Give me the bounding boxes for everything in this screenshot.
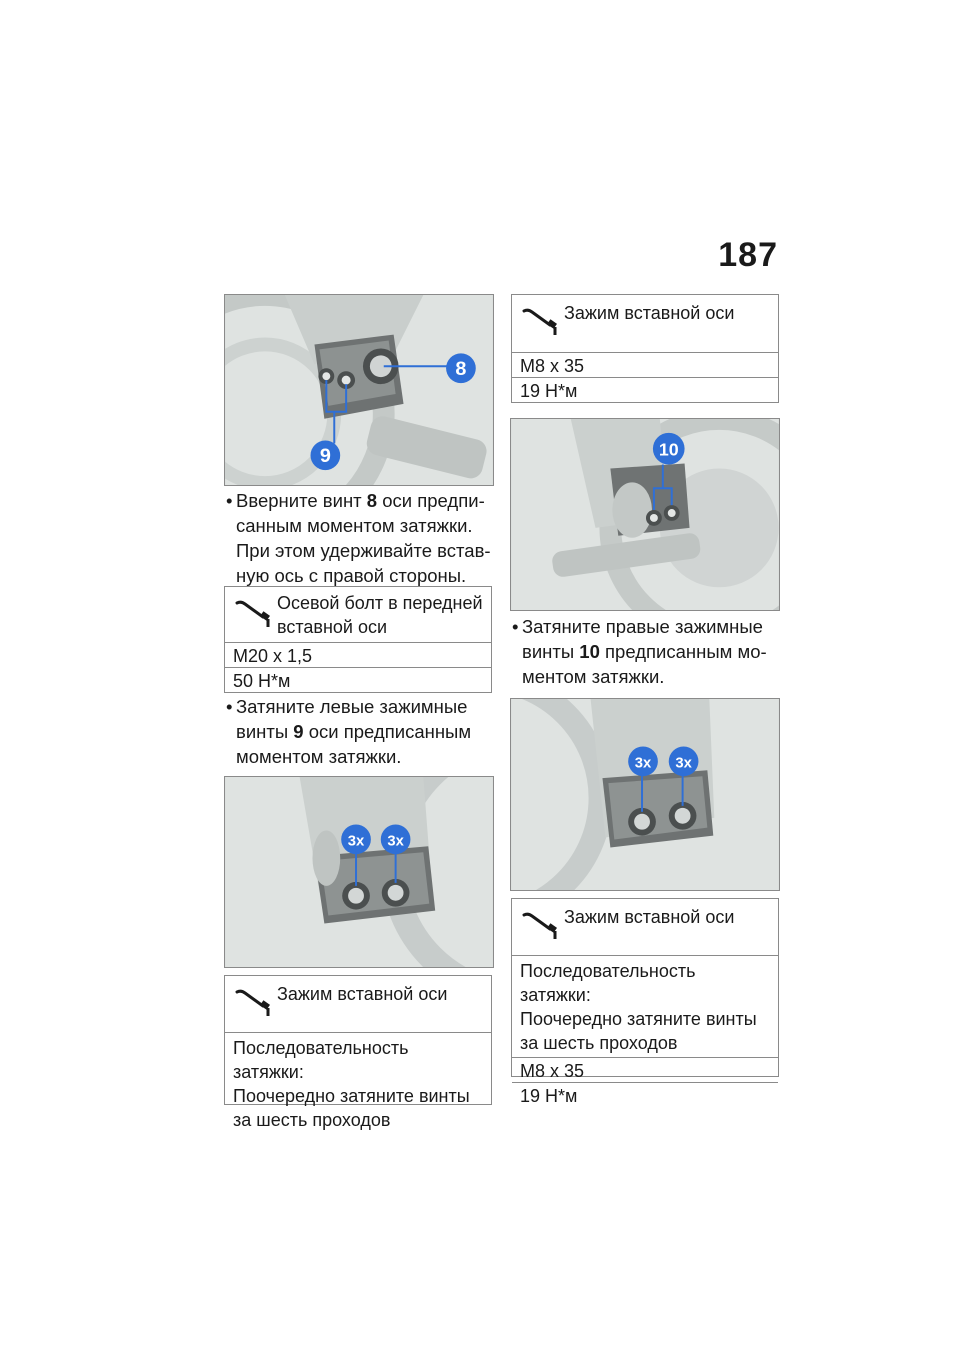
step-text: винты — [522, 641, 580, 662]
right-clamp-sequence-illustration — [511, 699, 779, 890]
spec-header — [225, 976, 491, 1033]
spec-thread: M20 x 1,5 — [225, 643, 491, 668]
spec-sequence — [512, 956, 778, 1058]
step-text: оси предписанным — [303, 721, 472, 742]
callout-8: 8 — [455, 358, 467, 381]
callout-9: 9 — [319, 445, 331, 468]
part-ref-9: 9 — [293, 721, 304, 742]
step-text: ную ось с правой стороны. — [236, 565, 467, 586]
callout-3x: 3x — [387, 833, 404, 850]
spec-torque: 50 Н*м — [233, 671, 291, 691]
spec-header — [225, 587, 491, 643]
bullet-dot: • — [226, 696, 233, 717]
spec-header — [512, 295, 778, 353]
axle-bolt-illustration — [225, 295, 493, 485]
bullet-dot: • — [226, 490, 233, 511]
callout-3x: 3x — [347, 833, 365, 850]
step-tighten-axle-bolt — [226, 488, 494, 588]
part-ref-8: 8 — [366, 490, 378, 511]
torque-spec-axle-clamp — [511, 294, 779, 403]
axle-bolt-figure — [224, 294, 494, 486]
step-text: Вверните винт — [236, 490, 367, 511]
tightening-sequence-spec-right — [511, 898, 779, 1106]
left-clamp-illustration — [225, 777, 493, 967]
right-clamp-figure — [510, 418, 780, 611]
callout-3x: 3x — [634, 755, 652, 772]
spec-thread: M8 x 35 — [512, 1058, 778, 1083]
step-text: Затяните правые зажимные — [522, 616, 763, 637]
sequence-line: Поочередно затяните винты — [233, 1086, 470, 1106]
torque-wrench-icon — [233, 984, 277, 1018]
torque-wrench-icon — [520, 907, 564, 941]
step-text: При этом удерживайте встав- — [236, 540, 491, 561]
right-clamp-sequence-figure — [510, 698, 780, 891]
callout-10: 10 — [658, 439, 679, 460]
spec-title-line: Осевой болт в передней — [277, 593, 483, 613]
step-text: винты — [236, 721, 294, 742]
spec-sequence — [225, 1033, 491, 1134]
sequence-line: за шесть проходов — [520, 1033, 678, 1053]
sequence-line: Последовательность затяжки: — [233, 1038, 409, 1082]
spec-title: Зажим вставной оси — [564, 303, 735, 323]
torque-spec-axle-bolt — [224, 586, 492, 693]
step-tighten-left-clamp-screws — [226, 694, 494, 769]
spec-torque: 19 Н*м — [520, 381, 578, 401]
bullet-dot: • — [512, 616, 519, 637]
step-tighten-right-clamp-screws — [512, 614, 780, 689]
spec-title: Зажим вставной оси — [564, 907, 735, 927]
torque-wrench-icon — [520, 303, 564, 337]
spec-title-line: вставной оси — [277, 617, 388, 637]
step-text: оси предпи- — [377, 490, 485, 511]
callout-3x: 3x — [675, 755, 692, 772]
torque-wrench-icon — [233, 595, 277, 629]
sequence-line: за шесть проходов — [233, 1110, 391, 1130]
step-text: предписанным мо- — [599, 641, 767, 662]
spec-title: Зажим вставной оси — [277, 984, 448, 1004]
step-text: санным моментом затяжки. — [236, 515, 473, 536]
step-text: Затяните левые зажимные — [236, 696, 468, 717]
step-text: ментом затяжки. — [522, 666, 665, 687]
spec-thread: M8 x 35 — [512, 353, 778, 378]
step-text: моментом затяжки. — [236, 746, 402, 767]
part-ref-10: 10 — [579, 641, 600, 662]
spec-header — [512, 899, 778, 956]
spec-title — [277, 591, 483, 639]
tightening-sequence-spec-left — [224, 975, 492, 1130]
spec-torque: 19 Н*м — [520, 1086, 578, 1106]
right-clamp-illustration — [511, 419, 779, 610]
sequence-line: Поочередно затяните винты — [520, 1009, 757, 1029]
page-number: 187 — [718, 236, 778, 274]
left-clamp-figure — [224, 776, 494, 968]
sequence-line: Последовательность затяжки: — [520, 961, 696, 1005]
